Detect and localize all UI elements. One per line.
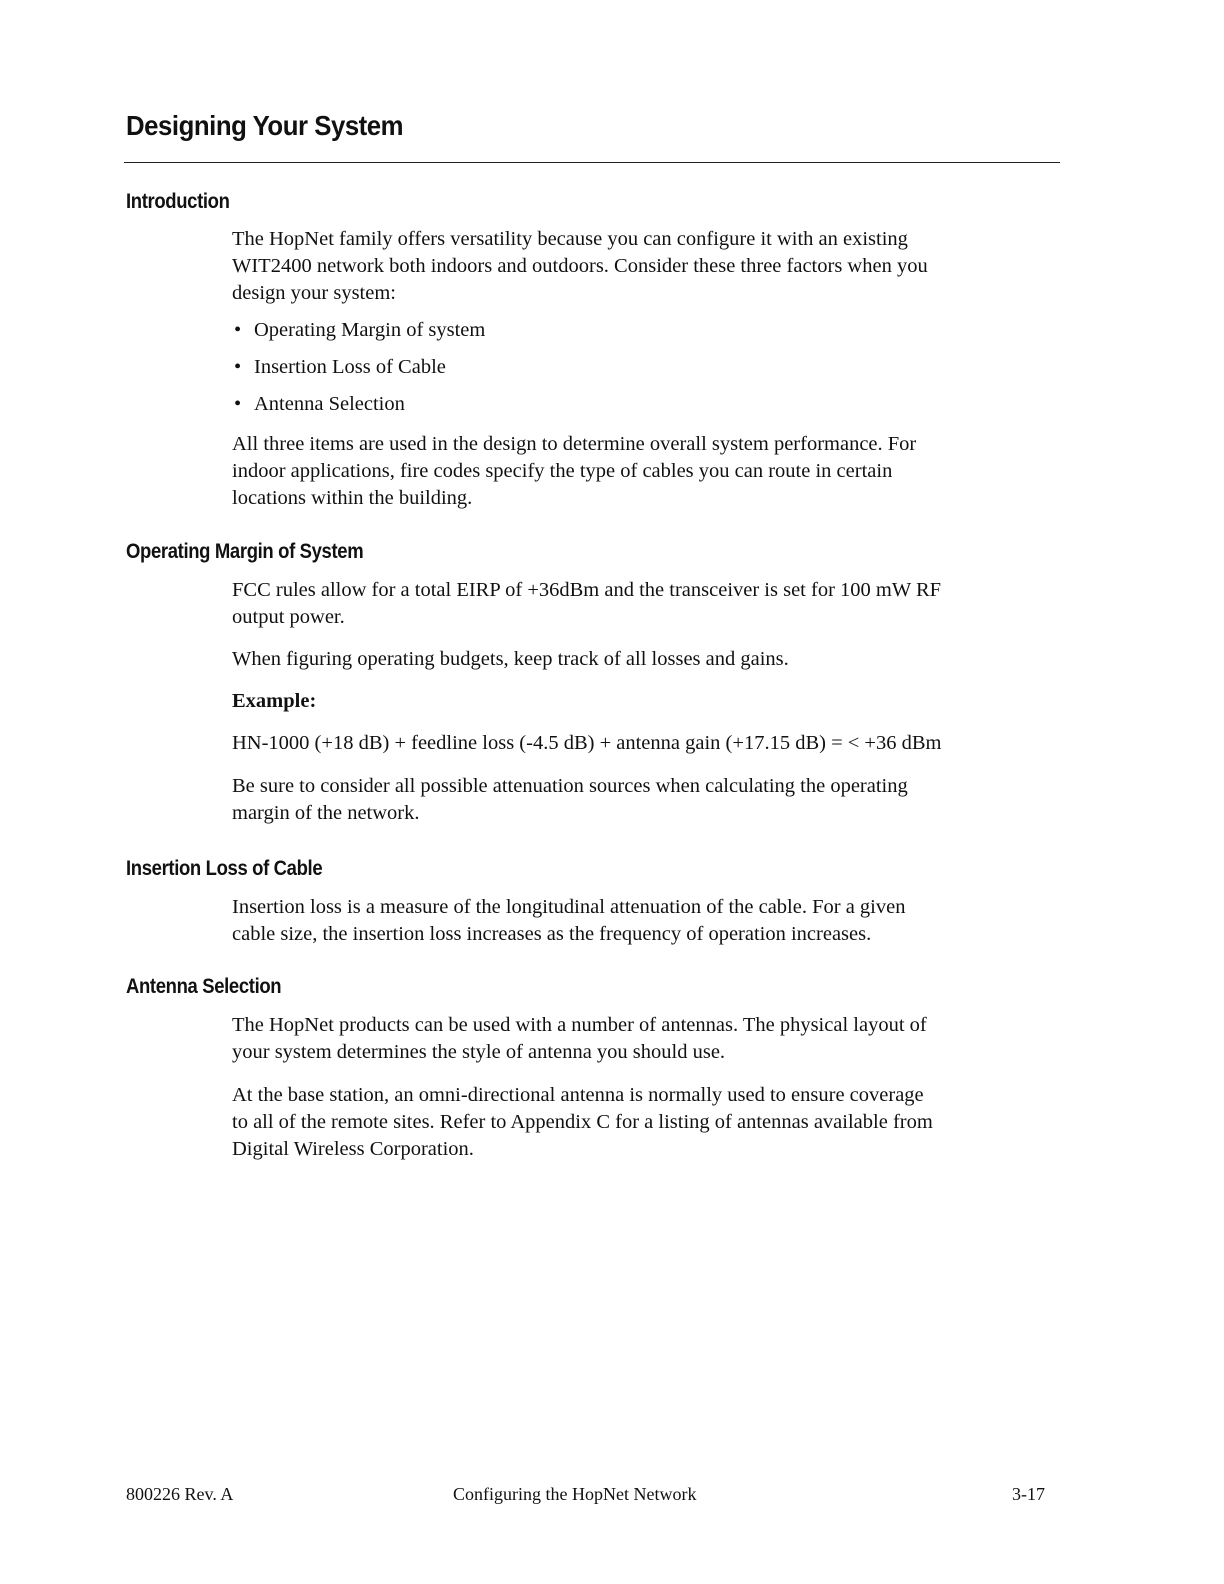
footer-chapter-title: Configuring the HopNet Network xyxy=(453,1484,697,1504)
bullet-icon: • xyxy=(234,393,242,415)
footer-doc-number: 800226 Rev. A xyxy=(126,1484,234,1504)
text-line: WIT2400 network both indoors and outdoors. Consider these three factors when you xyxy=(232,255,928,277)
antenna-selection-heading: Antenna Selection xyxy=(126,975,282,998)
text-line: cable size, the insertion loss increases as the frequency of operation increases. xyxy=(232,923,872,945)
text-line: The HopNet products can be used with a number of antennas. The physical layout of xyxy=(232,1014,927,1036)
example-formula: HN-1000 (+18 dB) + feedline loss (-4.5 dB) + antenna gain (+17.15 dB) = < +36 dBm xyxy=(232,732,942,754)
list-item-text: Operating Margin of system xyxy=(254,319,486,341)
operating-margin-heading: Operating Margin of System xyxy=(126,540,364,563)
introduction-paragraph-2 xyxy=(232,431,1062,512)
text-line: your system determines the style of antenna you should use. xyxy=(232,1041,726,1063)
text-line: At the base station, an omni-directional antenna is normally used to ensure coverage xyxy=(232,1084,924,1106)
text-line: indoor applications, fire codes specify the type of cables you can route in certain xyxy=(232,460,893,482)
list-item-text: Antenna Selection xyxy=(254,393,405,415)
footer-page-number: 3-17 xyxy=(1012,1484,1045,1504)
text-line: to all of the remote sites. Refer to Appendix C for a listing of antennas available from xyxy=(232,1111,933,1133)
text-line: design your system: xyxy=(232,282,396,304)
antenna-selection-paragraph-1 xyxy=(232,1012,1062,1066)
bullet-icon: • xyxy=(234,319,242,341)
text-line: output power. xyxy=(232,606,345,628)
list-item xyxy=(232,354,1062,391)
page-title: Designing Your System xyxy=(126,110,404,141)
operating-margin-paragraph-3 xyxy=(232,773,1062,827)
insertion-loss-section xyxy=(232,894,1062,948)
list-item xyxy=(232,317,1062,354)
insertion-loss-heading: Insertion Loss of Cable xyxy=(126,857,323,880)
list-item-text: Insertion Loss of Cable xyxy=(254,356,446,378)
text-line: margin of the network. xyxy=(232,802,420,824)
text-line: Be sure to consider all possible attenuation sources when calculating the operating xyxy=(232,775,908,797)
factor-list xyxy=(232,317,1062,428)
text-line: Digital Wireless Corporation. xyxy=(232,1138,474,1160)
title-divider xyxy=(124,162,1060,163)
list-item xyxy=(232,391,1062,428)
operating-margin-paragraph-2: When figuring operating budgets, keep track of all losses and gains. xyxy=(232,648,789,670)
introduction-section xyxy=(232,226,1062,512)
bullet-icon: • xyxy=(234,356,242,378)
introduction-heading: Introduction xyxy=(126,190,230,213)
text-line: locations within the building. xyxy=(232,487,473,509)
operating-margin-paragraph-1 xyxy=(232,577,1062,631)
antenna-selection-section xyxy=(232,1012,1062,1163)
antenna-selection-paragraph-2 xyxy=(232,1082,1062,1163)
introduction-paragraph-1 xyxy=(232,226,1062,307)
text-line: The HopNet family offers versatility because you can configure it with an existing xyxy=(232,228,908,250)
text-line: All three items are used in the design to determine overall system performance. For xyxy=(232,433,917,455)
insertion-loss-paragraph xyxy=(232,894,1062,948)
text-line: Insertion loss is a measure of the longitudinal attenuation of the cable. For a given xyxy=(232,896,906,918)
operating-margin-section xyxy=(232,577,1062,827)
example-label: Example: xyxy=(232,690,317,712)
text-line: FCC rules allow for a total EIRP of +36dBm and the transceiver is set for 100 mW RF xyxy=(232,579,942,601)
